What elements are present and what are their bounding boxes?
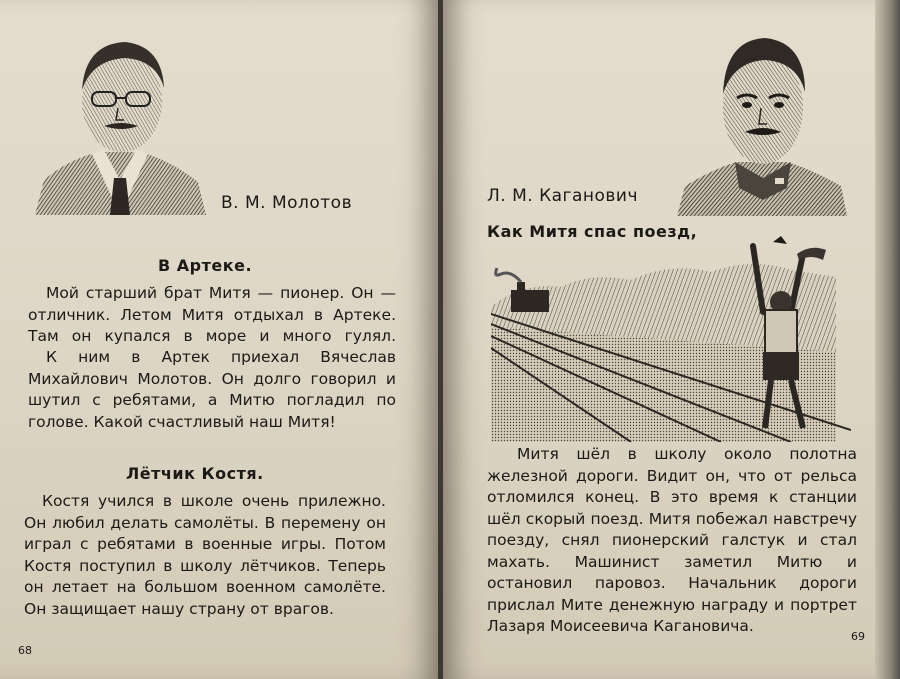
page-number: 69: [851, 630, 865, 643]
story-paragraph: Мой старший брат Митя — пионер. Он — отличник. Летом Митя отдыхал в Артеке. Там он купался в море и много гулял.: [28, 284, 396, 345]
story-title: В Артеке.: [158, 256, 253, 275]
left-page: [0, 0, 440, 679]
portrait-kaganovich: [675, 28, 850, 216]
book-edge: [875, 0, 900, 679]
story-paragraph: Костя учился в школе очень прилежно. Он любил делать самолёты. В перемену он играл с ребятами в военные игры. Потом Костя поступил в школу лётчиков. Теперь он летает на большом военном самолёте. Он защищает нашу страну от врагов.: [24, 492, 386, 618]
portrait-caption: В. М. Молотов: [221, 193, 353, 213]
story-paragraph: Митя шёл в школу около полотна железной дороги. Видит он, что от рельса отломился конец. В это время к станции шёл скорый поезд. Митя побежал навстречу поезду, снял пионерский галстук и стал махать. Машинист заметил Митю и остановил паровоз. Начальник дороги прислал Мите денежную награду и портрет Лазаря Моисеевича Кагановича.: [487, 445, 857, 635]
portrait-molotov: [30, 30, 210, 215]
story-title: Как Митя спас поезд,: [487, 222, 698, 241]
story-title: Лётчик Костя.: [126, 464, 264, 483]
story-paragraph: К ним в Артек приехал Вячеслав Михайлович Молотов. Он долго говорил и шутил с ребятами, а Митю погладил по голове. Какой счастливый наш Митя!: [28, 348, 396, 431]
train-rescue-illustration: [491, 232, 851, 442]
right-page: [443, 0, 875, 679]
page-number: 68: [18, 644, 32, 657]
portrait-caption: Л. М. Каганович: [487, 186, 639, 206]
